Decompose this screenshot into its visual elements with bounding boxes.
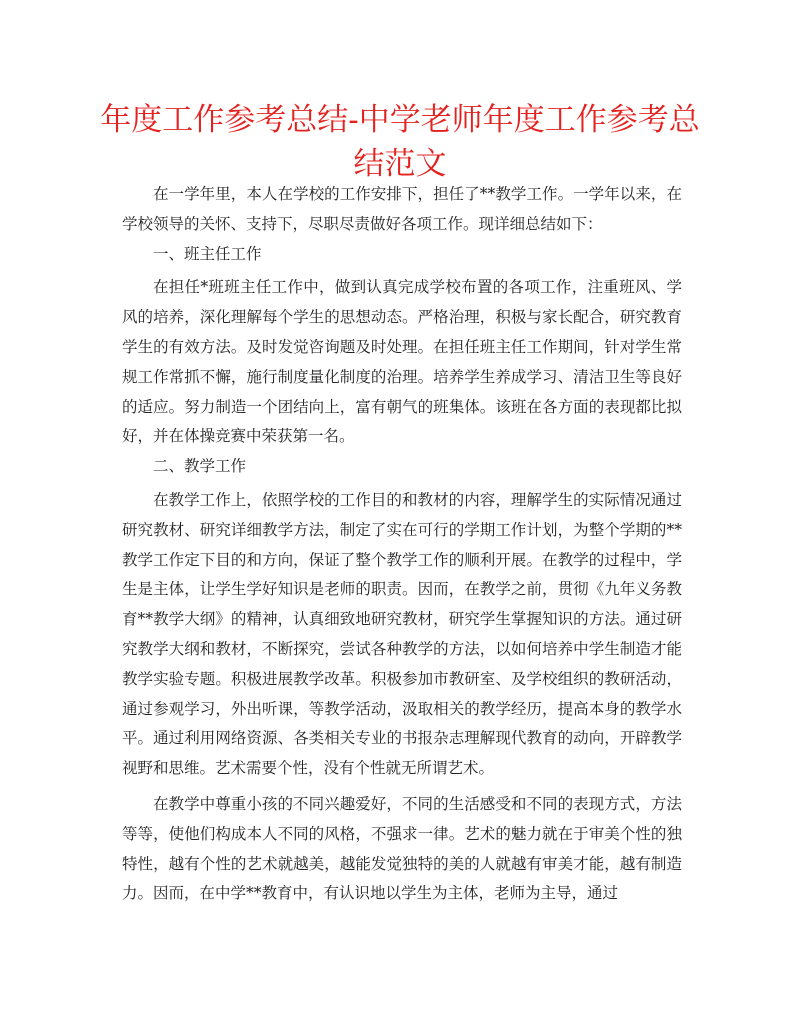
teaching-paragraph: 在教学工作上，依照学校的工作目的和教材的内容，理解学生的实际情况通过研究教材、研究详细教学方法，制定了实在可行的学期工作计划，为整个学期的**教学工作定下目的和方向，保证了整个教学工作的顺利开展。在教学的过程中，学生是主体，让学生学好知识是老师的职责。因而，在教学之前，贯彻《九年义务教育**教学大纲》的精神，认真细致地研究教材，研究学生掌握知识的方法。通过研究教学大纲和教材，不断探究，尝试各种教学的方法，以如何培养中学生制造才能教学实验专题。积极进展教学改革。积极参加市教研室、及学校组织的教研活动，通过参观学习，外出听课，等教学活动，汲取相关的教学经历，提高本身的教学水平。通过利用网络资源、各类相关专业的书报杂志理解现代教育的动向，开辟教学视野和思维。艺术需要个性，没有个性就无所谓艺术。 [122,490,682,778]
intro-paragraph: 在一学年里，本人在学校的工作安排下，担任了**教学工作。一学年以来，在学校领导的关怀、支持下，尽职尽责做好各项工作。现详细总结如下： [122,185,682,233]
section-heading-teaching: 二、教学工作 [153,457,247,476]
document-title: 年度工作参考总结-中学老师年度工作参考总结范文 [100,102,700,182]
document-body [122,180,682,909]
head-teacher-paragraph: 在担任*班班主任工作中，做到认真完成学校布置的各项工作，注重班风、学风的培养，深化理解每个学生的思想动态。严格治理，积极与家长配合，研究教育学生的有效方法。及时发觉咨询题及时处理。在担任班主任工作期间，针对学生常规工作常抓不懈，施行制度量化制度的治理。培养学生养成学习、清洁卫生等良好的适应。努力制造一个团结向上，富有朝气的班集体。该班在各方面的表现都比拟好，并在体操竞赛中荣获第一名。 [122,278,682,446]
section-heading-head-teacher: 一、班主任工作 [153,244,262,263]
teaching-continued-paragraph: 在教学中尊重小孩的不同兴趣爱好，不同的生活感受和不同的表现方式，方法等等，使他们构成本人不同的风格，不强求一律。艺术的魅力就在于审美个性的独特性，越有个性的艺术就越美，越能发觉独特的美的人就越有审美才能，越有制造力。因而，在中学**教育中，有认识地以学生为主体，老师为主导，通过 [122,794,682,903]
